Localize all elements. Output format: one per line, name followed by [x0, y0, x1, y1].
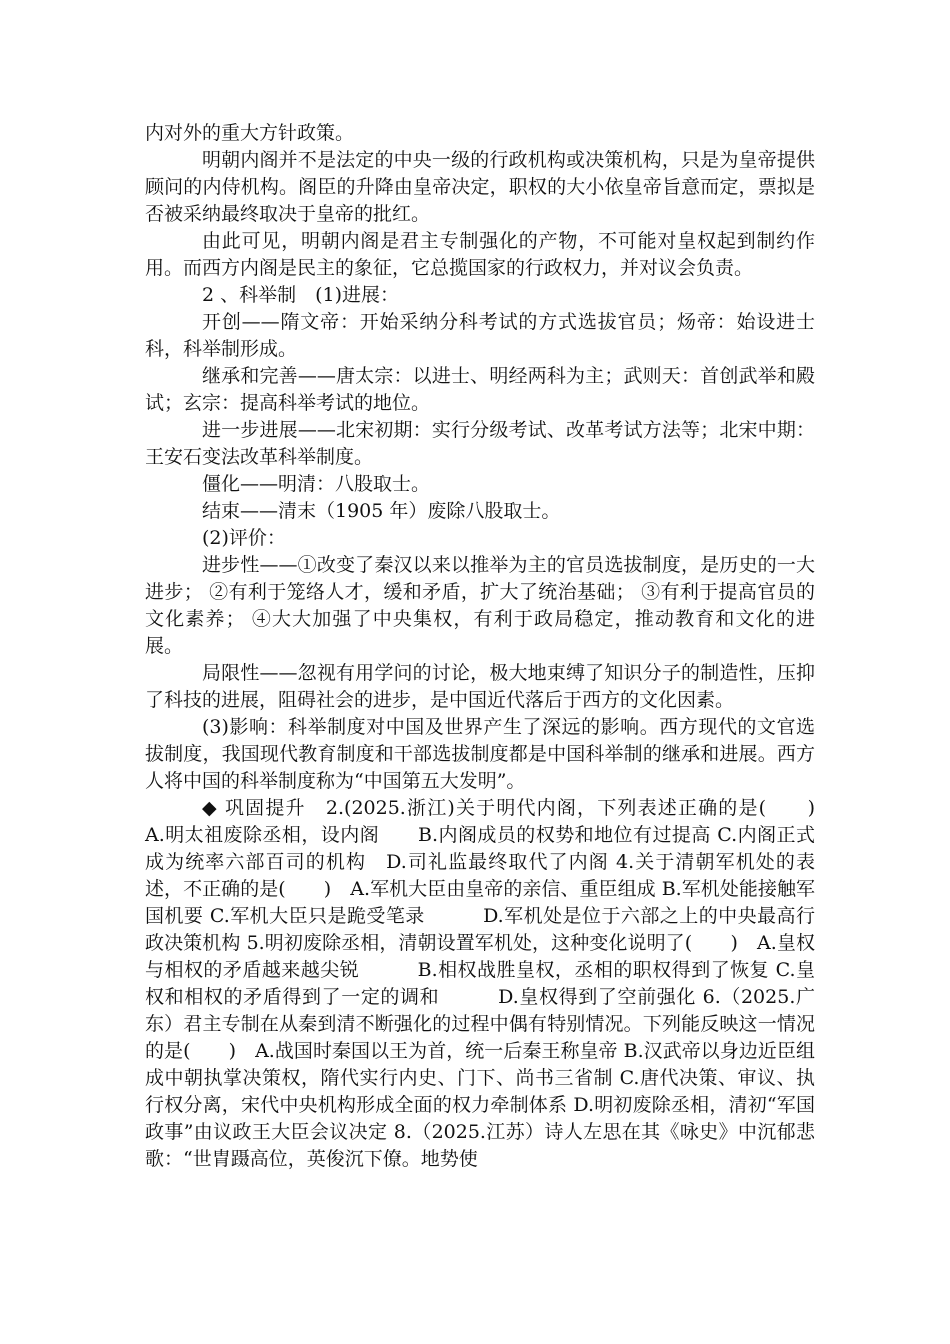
paragraph: 进一步进展——北宋初期：实行分级考试、改革考试方法等；北宋中期：王安石变法改革科举制度。 — [145, 419, 815, 468]
exercise-block: ◆ 巩固提升 2.(2025.浙江)关于明代内阁，下列表述正确的是( ) A.明太祖废除丞相，设内阁 B.内阁成员的权势和地位有过提高 C.内阁正式成为统率六部百司的机构 D.司礼监最终取代了内阁 4.关于清朝军机处的表述，不正确的是( ) A.军机大臣由皇帝的亲信、重臣组成 B.军机处能接触军国机要 C.军机大臣只是跪受笔录 D.军机处是位于六部之上的中央最高行政决策机构 5.明初废除丞相，清朝设置军机处，这种变化说明了( ) A.皇权与相权的矛盾越来越尖锐 B.相权战胜皇权，丞相的职权得到了恢复 C.皇权和相权的矛盾得到了一定的调和 D.皇权得到了空前强化 6.（2025.广东）君主专制在从秦到清不断强化的过程中偶有特别情况。下列能反映这一情况的是( ) A.战国时秦国以王为首，统一后秦王称皇帝 B.汉武帝以身边近臣组成中朝执掌决策权，隋代实行内史、门下、尚书三省制 C.唐代决策、审议、执行权分离，宋代中央机构形成全面的权力牵制体系 D.明初废除丞相，清初“军国政事”由议政王大臣会议决定 8.（2025.江苏）诗人左思在其《咏史》中沉郁悲歌：“世胄蹑高位，英俊沉下僚。地势使 — [145, 797, 835, 1170]
paragraph: 明朝内阁并不是法定的中央一级的行政机构或决策机构，只是为皇帝提供顾问的内侍机构。阁臣的升降由皇帝决定，职权的大小依皇帝旨意而定，票拟是否被采纳最终取决于皇帝的批红。 — [145, 149, 815, 225]
section-heading: (2)评价： — [202, 527, 286, 549]
paragraph: 进步性——①改变了秦汉以来以推举为主的官员选拔制度，是历史的一大进步； ②有利于笼络人才，缓和矛盾，扩大了统治基础； ③有利于提高官员的文化素养； ④大大加强了中央集权，有利于政局稳定，推动教育和文化的进展。 — [145, 554, 815, 657]
paragraph: 局限性——忽视有用学问的讨论，极大地束缚了知识分子的制造性，压抑了科技的进展，阻碍社会的进步，是中国近代落后于西方的文化因素。 — [145, 662, 815, 711]
paragraph: (3)影响：科举制度对中国及世界产生了深远的影响。西方现代的文官选拔制度，我国现代教育制度和干部选拔制度都是中国科举制的继承和进展。西方人将中国的科举制度称为“中国第五大发明”。 — [145, 716, 815, 792]
paragraph: 僵化——明清：八股取士。 — [202, 473, 431, 495]
paragraph: 继承和完善——唐太宗：以进士、明经两科为主；武则天：首创武举和殿试；玄宗：提高科举考试的地位。 — [145, 365, 815, 414]
document-page — [145, 120, 835, 1173]
section-heading: 2 、科举制 (1)进展： — [202, 284, 400, 306]
paragraph: 由此可见，明朝内阁是君主专制强化的产物，不可能对皇权起到制约作用。而西方内阁是民主的象征，它总揽国家的行政权力，并对议会负责。 — [145, 230, 815, 279]
paragraph: 内对外的重大方针政策。 — [145, 122, 355, 144]
paragraph: 开创——隋文帝：开始采纳分科考试的方式选拔官员；炀帝：始设进士科，科举制形成。 — [145, 311, 815, 360]
paragraph: 结束——清末（1905 年）废除八股取士。 — [202, 500, 561, 522]
